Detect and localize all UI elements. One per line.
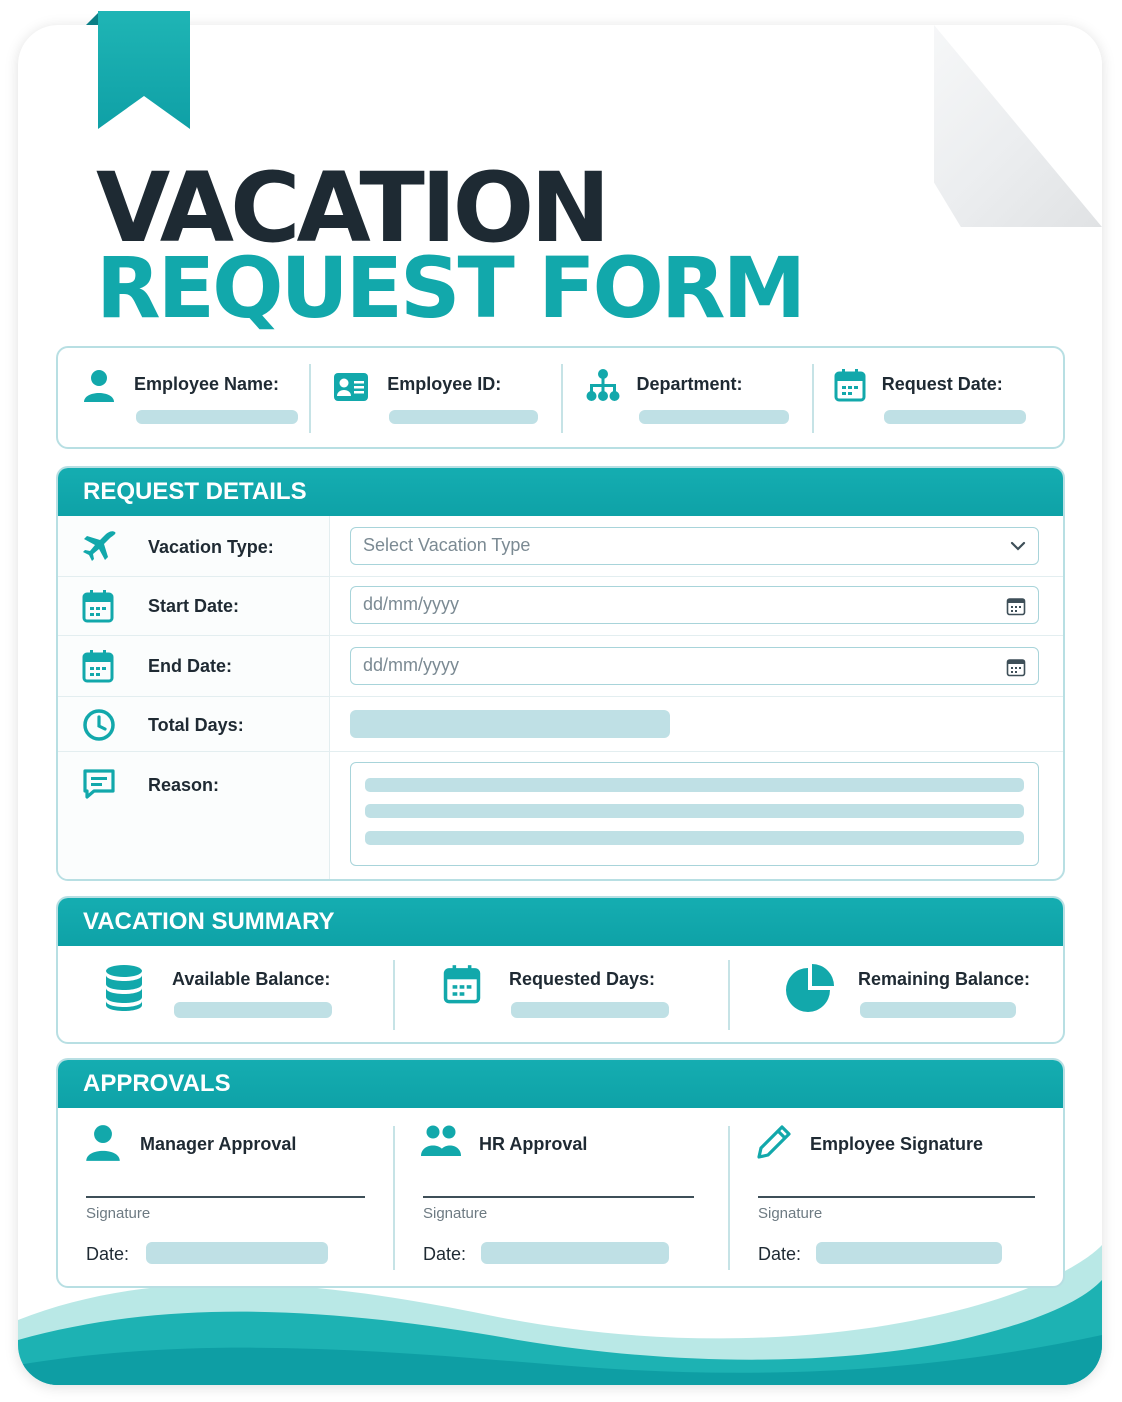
request-date-label: Request Date: bbox=[881, 374, 1003, 394]
reason-line bbox=[365, 831, 1024, 845]
available-balance-field bbox=[174, 1002, 332, 1018]
manager-date-field[interactable] bbox=[146, 1242, 328, 1264]
hr-signature-line[interactable] bbox=[423, 1196, 694, 1198]
users-icon bbox=[421, 1124, 461, 1158]
vacation-summary-section bbox=[56, 896, 1065, 1044]
employee-signature-cell bbox=[728, 1108, 1063, 1288]
vacation-summary-row bbox=[58, 946, 1063, 1044]
remaining-balance-label: Remaining Balance: bbox=[858, 969, 1031, 989]
vacation-type-select[interactable] bbox=[350, 527, 1039, 565]
reason-textarea[interactable] bbox=[350, 762, 1039, 866]
employee-signature-caption: Signature bbox=[758, 1205, 823, 1222]
request-details-section bbox=[56, 466, 1065, 881]
reason-line bbox=[365, 778, 1024, 792]
hr-approval-label: HR Approval bbox=[479, 1134, 588, 1154]
employee-name-cell bbox=[58, 348, 309, 447]
employee-name-field[interactable] bbox=[136, 410, 298, 424]
request-date-field[interactable] bbox=[884, 410, 1026, 424]
request-details-rows bbox=[58, 516, 1063, 879]
chevron-down-icon[interactable] bbox=[1010, 540, 1026, 552]
employee-name-label: Employee Name: bbox=[134, 374, 280, 394]
manager-signature-line[interactable] bbox=[86, 1196, 365, 1198]
total-days-label: Total Days: bbox=[148, 715, 244, 735]
calendar-icon bbox=[443, 964, 481, 1004]
end-date-input[interactable] bbox=[350, 647, 1039, 685]
employee-id-field[interactable] bbox=[389, 410, 538, 424]
calendar-icon bbox=[834, 368, 866, 402]
date-picker-icon[interactable] bbox=[1006, 657, 1026, 677]
title-line-2: REQUEST FORM bbox=[96, 239, 804, 337]
vacation-type-placeholder: Select Vacation Type bbox=[363, 535, 531, 555]
user-icon bbox=[82, 368, 116, 404]
approvals-row bbox=[58, 1108, 1063, 1288]
hr-date-field[interactable] bbox=[481, 1242, 669, 1264]
end-date-label: End Date: bbox=[148, 656, 233, 676]
reason-line bbox=[365, 804, 1024, 818]
start-date-label: Start Date: bbox=[148, 596, 240, 616]
user-icon bbox=[84, 1122, 122, 1164]
end-date-placeholder: dd/mm/yyyy bbox=[363, 655, 460, 675]
vacation-type-row bbox=[58, 516, 1063, 577]
start-date-row bbox=[58, 577, 1063, 636]
manager-signature-caption: Signature bbox=[86, 1205, 151, 1222]
department-label: Department: bbox=[636, 374, 743, 394]
department-field[interactable] bbox=[639, 410, 789, 424]
employee-date-label: Date: bbox=[758, 1244, 802, 1264]
employee-id-cell bbox=[309, 348, 560, 447]
reason-row bbox=[58, 752, 1063, 879]
title-line-1: VACATION bbox=[96, 152, 607, 264]
pencil-icon bbox=[756, 1124, 792, 1160]
clock-icon bbox=[82, 708, 116, 742]
end-date-row bbox=[58, 636, 1063, 697]
date-picker-icon[interactable] bbox=[1006, 596, 1026, 616]
total-days-field bbox=[350, 710, 670, 738]
remaining-balance-cell bbox=[728, 946, 1063, 1044]
airplane-icon bbox=[82, 530, 118, 564]
total-days-row bbox=[58, 697, 1063, 752]
available-balance-cell bbox=[58, 946, 393, 1044]
request-details-heading: REQUEST DETAILS bbox=[58, 468, 1063, 516]
requested-days-field bbox=[511, 1002, 669, 1018]
message-icon bbox=[82, 768, 116, 800]
employee-signature-label: Employee Signature bbox=[810, 1134, 984, 1154]
database-icon bbox=[104, 964, 144, 1012]
start-date-input[interactable] bbox=[350, 586, 1039, 624]
requested-days-cell bbox=[393, 946, 728, 1044]
employee-id-label: Employee ID: bbox=[387, 374, 502, 394]
hr-approval-cell bbox=[393, 1108, 728, 1288]
manager-approval-cell bbox=[58, 1108, 393, 1288]
vacation-type-label: Vacation Type: bbox=[148, 537, 274, 557]
hr-signature-caption: Signature bbox=[423, 1205, 488, 1222]
calendar-icon bbox=[82, 589, 114, 623]
available-balance-label: Available Balance: bbox=[172, 969, 331, 989]
pie-chart-icon bbox=[784, 962, 836, 1014]
approvals-heading: APPROVALS bbox=[58, 1060, 1063, 1108]
remaining-balance-field bbox=[860, 1002, 1016, 1018]
request-date-cell bbox=[812, 348, 1063, 447]
employee-info-box bbox=[56, 346, 1065, 449]
requested-days-label: Requested Days: bbox=[509, 969, 656, 989]
vacation-summary-heading: VACATION SUMMARY bbox=[58, 898, 1063, 946]
bookmark-fold bbox=[86, 11, 100, 25]
employee-date-field[interactable] bbox=[816, 1242, 1002, 1264]
approvals-section bbox=[56, 1058, 1065, 1288]
start-date-placeholder: dd/mm/yyyy bbox=[363, 594, 460, 614]
hr-date-label: Date: bbox=[423, 1244, 467, 1264]
employee-signature-line[interactable] bbox=[758, 1196, 1035, 1198]
manager-approval-label: Manager Approval bbox=[140, 1134, 297, 1154]
reason-label: Reason: bbox=[148, 775, 220, 795]
id-card-icon bbox=[333, 372, 369, 402]
manager-date-label: Date: bbox=[86, 1244, 130, 1264]
department-cell bbox=[561, 348, 812, 447]
calendar-icon bbox=[82, 649, 114, 683]
org-chart-icon bbox=[585, 368, 621, 402]
